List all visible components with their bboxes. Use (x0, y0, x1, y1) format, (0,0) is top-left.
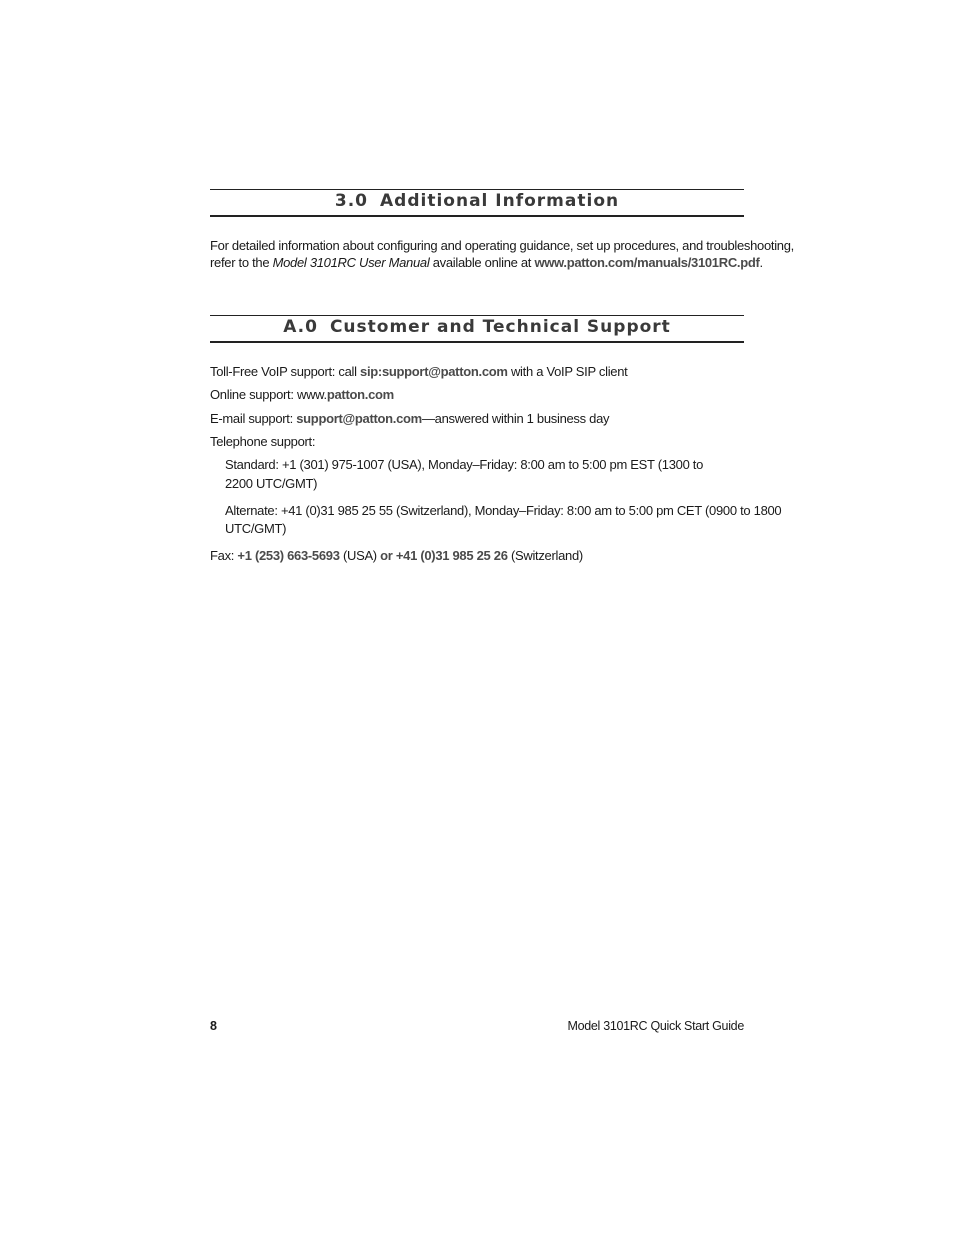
page-number: 8 (210, 1019, 217, 1033)
additional-info-line-1 (210, 237, 794, 254)
paragraph-text: . (759, 255, 763, 270)
voip-support-line (210, 363, 744, 380)
section-number: 3.0 (334, 191, 369, 211)
paragraph-text: 2200 UTC/GMT) (225, 476, 318, 491)
telephone-support-label (210, 433, 744, 450)
online-support-line (210, 386, 744, 403)
paragraph-text: Alternate: +41 (0)31 985 25 55 (Switzerland), Monday–Friday: 8:00 am to 5:00 pm CET (0900 to 1800 (225, 503, 782, 518)
fax-switzerland-number: +41 (0)31 985 25 26 (392, 548, 508, 563)
additional-info-line-2 (210, 254, 763, 271)
voip-address-link[interactable]: sip:support@patton.com (360, 364, 508, 379)
paragraph-text: Standard: +1 (301) 975-1007 (USA), Monday–Friday: 8:00 am to 5:00 pm EST (1300 to (225, 457, 704, 472)
standard-phone-line-1 (225, 456, 744, 473)
fax-or: or (380, 548, 393, 563)
section-number: A.0 (283, 317, 318, 337)
document-page (210, 0, 794, 1235)
section-heading-customer-support (210, 315, 744, 343)
paragraph-text: Toll-Free VoIP support: call (210, 364, 361, 379)
paragraph-text: Telephone support: (210, 434, 316, 449)
paragraph-text: (Switzerland) (507, 548, 583, 563)
paragraph-text: with a VoIP SIP client (507, 364, 628, 379)
section-title: Additional Information (380, 191, 620, 211)
paragraph-text: For detailed information about configuring and operating guidance, set up procedures, and troubleshooting, (210, 238, 794, 253)
paragraph-text: —answered within 1 business day (421, 411, 610, 426)
fax-usa-number: +1 (253) 663-5693 (237, 548, 340, 563)
standard-phone-line-2 (225, 475, 744, 492)
manual-title: Model 3101RC User Manual (272, 255, 430, 270)
website-link[interactable]: patton.com (326, 387, 394, 402)
paragraph-text: (USA) (339, 548, 381, 563)
paragraph-text: UTC/GMT) (225, 521, 287, 536)
alternate-phone-line-2 (225, 520, 744, 537)
paragraph-text: E-mail support: (210, 411, 297, 426)
manual-url-link[interactable]: www.patton.com/manuals/3101RC.pdf (534, 255, 760, 270)
email-support-line (210, 410, 744, 427)
fax-line (210, 547, 744, 564)
paragraph-text: refer to the (210, 255, 273, 270)
paragraph-text: available online at (429, 255, 535, 270)
paragraph-text: Fax: (210, 548, 238, 563)
section-heading-additional-information (210, 189, 744, 217)
email-link[interactable]: support@patton.com (296, 411, 422, 426)
alternate-phone-line-1 (225, 502, 782, 519)
paragraph-text: Online support: www. (210, 387, 327, 402)
section-title: Customer and Technical Support (329, 317, 671, 337)
footer-guide-name: Model 3101RC Quick Start Guide (567, 1019, 744, 1033)
